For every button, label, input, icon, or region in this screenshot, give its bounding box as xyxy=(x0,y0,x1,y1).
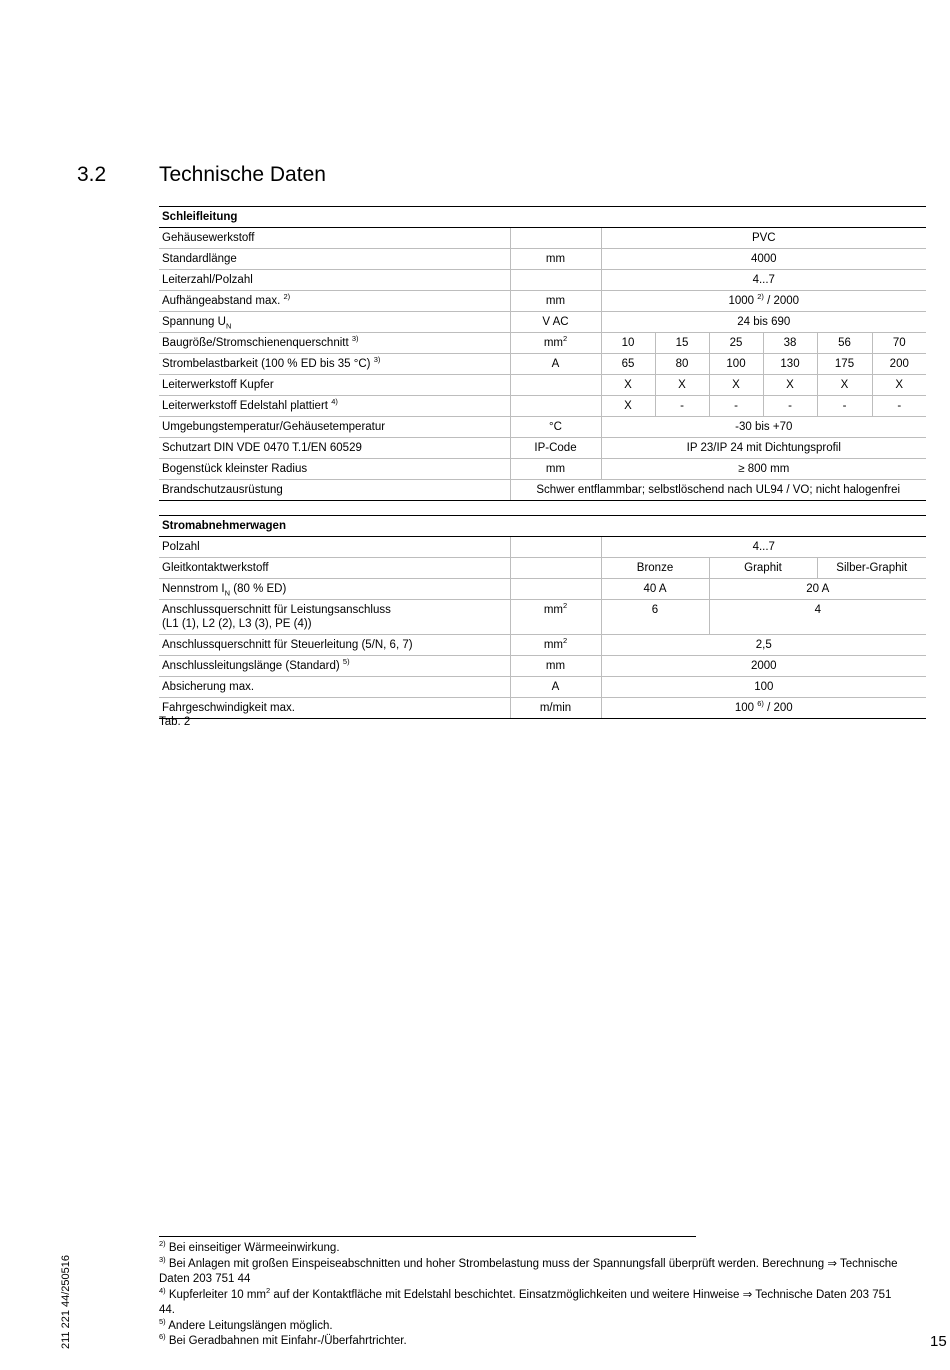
row-label: Bogenstück kleinster Radius xyxy=(159,459,510,480)
table-row xyxy=(159,417,926,438)
row-label xyxy=(159,396,510,417)
table-row xyxy=(159,600,926,635)
footnote xyxy=(159,1334,909,1350)
row-value: - xyxy=(872,396,926,417)
table-row xyxy=(159,698,926,719)
row-unit xyxy=(510,537,601,558)
table-row xyxy=(159,312,926,333)
row-value: 2000 xyxy=(601,656,926,677)
footnote-text: Bei Geradbahnen mit Einfahr-/Überfahrtrichter. xyxy=(165,1335,407,1347)
row-value: 200 xyxy=(872,354,926,375)
label-text: Aufhängeabstand max. xyxy=(162,295,281,307)
label-subscript: N xyxy=(225,321,232,331)
row-value xyxy=(601,291,926,312)
table-row xyxy=(159,249,926,270)
row-value: - xyxy=(817,396,872,417)
unit-text: mm xyxy=(543,639,563,651)
row-value: X xyxy=(872,375,926,396)
row-unit: mm xyxy=(510,656,601,677)
document-code: 211 221 44/250516 xyxy=(60,1255,72,1349)
row-unit: mm xyxy=(510,249,601,270)
row-value: Silber-Graphit xyxy=(817,558,926,579)
row-unit xyxy=(510,558,601,579)
unit-superscript: 2 xyxy=(563,334,568,344)
label-text: Anschlussleitungslänge (Standard) xyxy=(162,660,340,672)
table-caption: Tab. 2 xyxy=(159,716,191,728)
footnote-text: Kupferleiter 10 mm xyxy=(165,1288,267,1301)
table-row xyxy=(159,375,926,396)
footnote-text: Andere Leitungslängen möglich. xyxy=(165,1319,333,1332)
row-label xyxy=(159,354,510,375)
footnote xyxy=(159,1316,909,1335)
row-label: Leiterzahl/Polzahl xyxy=(159,270,510,291)
row-value: 2,5 xyxy=(601,635,926,656)
footnote-superscript: 2 xyxy=(266,1285,271,1295)
table-row xyxy=(159,656,926,677)
footnote-ref: 3) xyxy=(373,355,381,365)
row-unit: mm xyxy=(510,459,601,480)
footnote-rule xyxy=(159,1236,696,1237)
stromabnehmer-table xyxy=(159,515,926,719)
table-row xyxy=(159,480,926,501)
row-value: Bronze xyxy=(601,558,709,579)
row-unit: m/min xyxy=(510,698,601,719)
label-text: Spannung U xyxy=(162,316,226,328)
row-value: 25 xyxy=(709,333,763,354)
footnote xyxy=(159,1241,909,1257)
row-value: X xyxy=(601,375,655,396)
value-text: 1000 xyxy=(728,295,755,307)
row-label: Polzahl xyxy=(159,537,510,558)
row-value: 6 xyxy=(601,600,709,635)
footnote-text: auf der Kontaktfläche mit Edelstahl beschichtet. Einsatzmöglichkeiten und weitere Hinweise ⇒ Technische Daten 203 751 44. xyxy=(159,1288,892,1316)
table-row xyxy=(159,677,926,698)
row-unit: V AC xyxy=(510,312,601,333)
table-row xyxy=(159,438,926,459)
row-value: Schwer entflammbar; selbstlöschend nach UL94 / VO; nicht halogenfrei xyxy=(510,480,926,501)
label-line: (L1 (1), L2 (2), L3 (3), PE (4)) xyxy=(162,618,312,630)
row-label: Fahrgeschwindigkeit max. xyxy=(159,698,510,719)
value-text: 100 xyxy=(734,702,755,714)
row-value: - xyxy=(655,396,709,417)
label-text: (80 % ED) xyxy=(230,583,287,595)
row-value: X xyxy=(763,375,817,396)
footnote-ref: 2) xyxy=(283,292,291,302)
table-row xyxy=(159,558,926,579)
footnote-mark: 5) xyxy=(159,1316,166,1326)
row-value: 175 xyxy=(817,354,872,375)
footnote-mark: 6) xyxy=(159,1332,166,1342)
footnote-mark: 3) xyxy=(159,1254,166,1264)
page-number: 15 xyxy=(930,1333,947,1350)
row-unit xyxy=(510,228,601,249)
footnote-mark: 4) xyxy=(159,1285,166,1295)
table-header-row xyxy=(159,516,926,537)
row-label: Anschlussquerschnitt für Steuerleitung (5/N, 6, 7) xyxy=(159,635,510,656)
label-text: Baugröße/Stromschienenquerschnitt xyxy=(162,337,349,349)
footnote-ref: 3) xyxy=(351,334,359,344)
row-label: Brandschutzausrüstung xyxy=(159,480,510,501)
row-value: - xyxy=(709,396,763,417)
row-value: 4 xyxy=(709,600,926,635)
row-value: 40 A xyxy=(601,579,709,600)
section-title: Technische Daten xyxy=(159,163,326,186)
row-label xyxy=(159,291,510,312)
row-value: 56 xyxy=(817,333,872,354)
row-label: Standardlänge xyxy=(159,249,510,270)
unit-superscript: 2 xyxy=(563,636,568,646)
label-text: Leiterwerkstoff Edelstahl plattiert xyxy=(162,400,328,412)
row-value: 4...7 xyxy=(601,270,926,291)
row-value xyxy=(601,698,926,719)
row-unit xyxy=(510,396,601,417)
row-label: Leiterwerkstoff Kupfer xyxy=(159,375,510,396)
row-value: 130 xyxy=(763,354,817,375)
row-label xyxy=(159,312,510,333)
row-value: 10 xyxy=(601,333,655,354)
footnote-text: Bei einseitiger Wärmeeinwirkung. xyxy=(165,1242,340,1254)
table-row xyxy=(159,537,926,558)
footnote-mark: 2) xyxy=(159,1239,166,1249)
row-label: Umgebungstemperatur/Gehäusetemperatur xyxy=(159,417,510,438)
value-text: / 200 xyxy=(763,702,793,714)
row-unit: A xyxy=(510,677,601,698)
unit-superscript: 2 xyxy=(563,601,568,611)
section-number: 3.2 xyxy=(77,163,107,186)
row-value: ≥ 800 mm xyxy=(601,459,926,480)
row-label xyxy=(159,579,510,600)
table-row xyxy=(159,270,926,291)
row-value: -30 bis +70 xyxy=(601,417,926,438)
row-unit xyxy=(510,333,601,354)
row-value: IP 23/IP 24 mit Dichtungsprofil xyxy=(601,438,926,459)
label-text: Nennstrom I xyxy=(162,583,225,595)
footnote-ref: 6) xyxy=(757,699,764,709)
row-value: X xyxy=(655,375,709,396)
row-unit xyxy=(510,600,601,635)
table-row xyxy=(159,354,926,375)
label-subscript: N xyxy=(224,588,231,598)
row-value: X xyxy=(601,396,655,417)
footnotes xyxy=(159,1241,909,1350)
row-value: 4000 xyxy=(601,249,926,270)
row-value: 4...7 xyxy=(601,537,926,558)
row-unit xyxy=(510,635,601,656)
row-unit xyxy=(510,270,601,291)
row-value: 24 bis 690 xyxy=(601,312,926,333)
footnote xyxy=(159,1254,909,1288)
row-unit: IP-Code xyxy=(510,438,601,459)
table-row xyxy=(159,291,926,312)
row-label xyxy=(159,600,510,635)
table-row xyxy=(159,579,926,600)
table-row xyxy=(159,459,926,480)
footnote-ref: 2) xyxy=(757,292,764,302)
footnote-text: Bei Anlagen mit großen Einspeiseabschnitten und hoher Strombelastung muss der Spannungsfall überprüft werden. Berechnung ⇒ Technische Daten 203 751 44 xyxy=(159,1257,898,1285)
row-value: 70 xyxy=(872,333,926,354)
row-label: Absicherung max. xyxy=(159,677,510,698)
unit-text: mm xyxy=(543,337,563,349)
row-unit: mm xyxy=(510,291,601,312)
row-unit xyxy=(510,375,601,396)
row-value: 65 xyxy=(601,354,655,375)
footnote xyxy=(159,1285,909,1319)
table-row xyxy=(159,396,926,417)
row-value: 20 A xyxy=(709,579,926,600)
row-value: - xyxy=(763,396,817,417)
row-value: 15 xyxy=(655,333,709,354)
row-unit: A xyxy=(510,354,601,375)
row-value: Graphit xyxy=(709,558,817,579)
row-value: 100 xyxy=(601,677,926,698)
row-label: Gleitkontaktwerkstoff xyxy=(159,558,510,579)
value-text: / 2000 xyxy=(763,295,800,307)
row-value: X xyxy=(709,375,763,396)
row-label: Schutzart DIN VDE 0470 T.1/EN 60529 xyxy=(159,438,510,459)
footnote-ref: 5) xyxy=(342,657,350,667)
row-value: 80 xyxy=(655,354,709,375)
row-label xyxy=(159,333,510,354)
row-value: X xyxy=(817,375,872,396)
row-unit: °C xyxy=(510,417,601,438)
row-unit xyxy=(510,579,601,600)
label-text: Strombelastbarkeit (100 % ED bis 35 °C) xyxy=(162,358,371,370)
row-value: 38 xyxy=(763,333,817,354)
row-value: 100 xyxy=(709,354,763,375)
table-header-row xyxy=(159,207,926,228)
schleifleitung-table xyxy=(159,206,926,501)
unit-text: mm xyxy=(543,604,563,616)
table-header: Schleifleitung xyxy=(159,207,926,228)
row-value: PVC xyxy=(601,228,926,249)
row-label xyxy=(159,656,510,677)
footnote-ref: 4) xyxy=(331,397,338,407)
table-row xyxy=(159,635,926,656)
row-label: Gehäusewerkstoff xyxy=(159,228,510,249)
table-row xyxy=(159,333,926,354)
table-header: Stromabnehmerwagen xyxy=(159,516,926,537)
table-row xyxy=(159,228,926,249)
label-line: Anschlussquerschnitt für Leistungsanschluss xyxy=(162,604,391,616)
